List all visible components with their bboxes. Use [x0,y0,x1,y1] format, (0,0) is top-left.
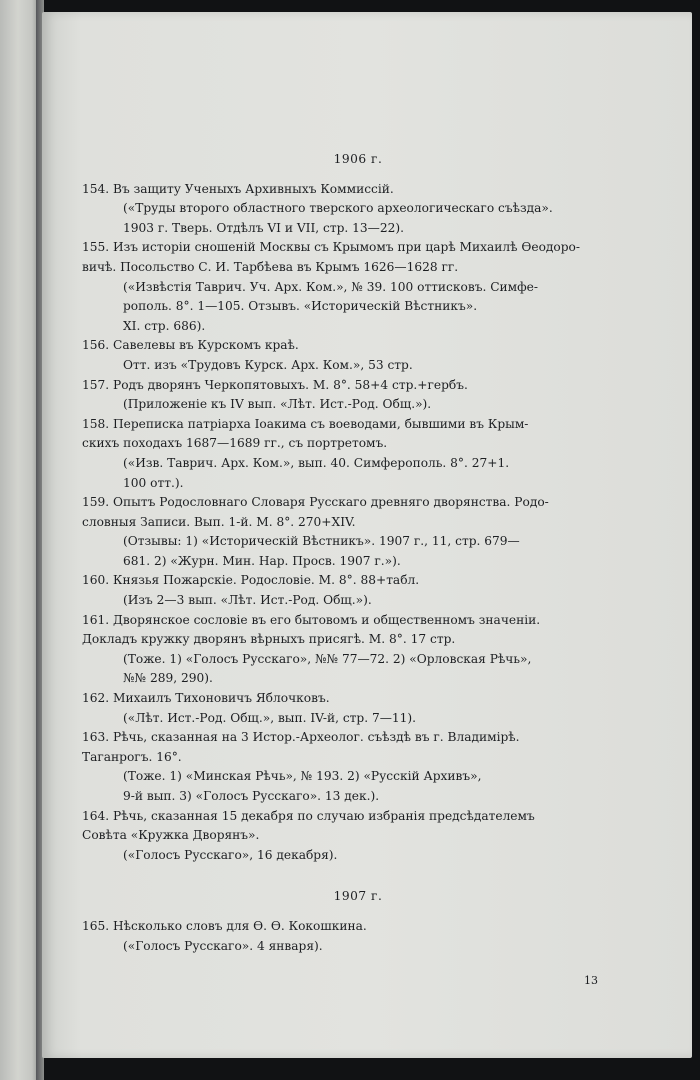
bibliography-entry [82,689,634,728]
entry-title-line: 154. Въ защиту Ученыхъ Архивныхъ Коммиссій. [82,181,394,196]
entry-title-line: 161. Дворянское сословіе въ его бытовомъ и общественномъ значеніи. [82,612,541,627]
bibliography-entry [82,376,634,415]
entry-detail-line: (Отзывы: 1) «Историческій Вѣстникъ». 1907 г., 11, стр. 679— [123,534,520,549]
facing-page-edge [0,0,40,1080]
entry-detail-line: (Изъ 2—3 вып. «Лѣт. Ист.-Род. Общ.»). [123,593,372,608]
entry-detail-line: («Голосъ Русскаго», 16 декабря). [123,847,338,862]
entry-detail-line: («Извѣстія Таврич. Уч. Арх. Ком.», № 39. 100 оттисковъ. Симфе- [123,279,538,294]
entry-detail-line: Докладъ кружку дворянъ вѣрныхъ присягѣ. М. 8°. 17 стр. [82,632,456,647]
bibliography-entry [82,571,634,610]
bibliography-entry [82,493,634,571]
entry-detail-line: Таганрогъ. 16°. [82,749,182,764]
bibliography-entry [82,917,634,956]
entry-detail-line: словныя Записи. Вып. 1-й. М. 8°. 270+XIV. [82,514,356,529]
entry-detail-line: 100 отт.). [123,475,184,490]
entry-title-line: 164. Рѣчь, сказанная 15 декабря по случаю избранія предсѣдателемъ [82,808,535,823]
entry-title-line: 157. Родъ дворянъ Черкопятовыхъ. М. 8°. 58+4 стр.+гербъ. [82,377,468,392]
entry-detail-line: 1903 г. Тверь. Отдѣлъ VI и VII, стр. 13—22). [123,220,404,235]
entry-detail-line: вичѣ. Посольство С. И. Тарбѣева въ Крымъ 1626—1628 гг. [82,259,459,274]
entry-detail-line: скихъ походахъ 1687—1689 гг., съ портретомъ. [82,436,388,451]
entry-detail-line: рополь. 8°. 1—105. Отзывъ. «Историческій Вѣстникъ». [123,299,478,314]
entry-detail-line: 681. 2) «Журн. Мин. Нар. Просв. 1907 г.»). [123,553,401,568]
bibliography-entry [82,336,634,375]
bibliography-entry [82,728,634,806]
entry-detail-line: («Голосъ Русскаго». 4 января). [123,938,323,953]
entry-title-line: 155. Изъ исторіи сношеній Москвы съ Крымомъ при царѣ Михаилѣ Ѳеодоро- [82,240,581,255]
bibliography-entry [82,415,634,493]
entry-detail-line: (Тоже. 1) «Голосъ Русскаго», №№ 77—72. 2) «Орловская Рѣчь», [123,651,532,666]
entry-title-line: 156. Савелевы въ Курскомъ краѣ. [82,338,299,353]
entry-detail-line: («Труды второго областного тверского археологическаго съѣзда». [123,201,553,216]
entry-detail-line: («Лѣт. Ист.-Род. Общ.», вып. IV-й, стр. 7—11). [123,710,417,725]
bibliography-list-1907 [82,917,634,956]
entry-detail-line: Совѣта «Кружка Дворянъ». [82,828,260,843]
entry-detail-line: №№ 289, 290). [123,671,213,686]
entry-title-line: 158. Переписка патріарха Іоакима съ воеводами, бывшими въ Крым- [82,416,529,431]
bibliography-entry [82,807,634,866]
entry-detail-line: («Изв. Таврич. Арх. Ком.», вып. 40. Симферополь. 8°. 27+1. [123,455,510,470]
entry-title-line: 159. Опытъ Родословнаго Словаря Русскаго древняго дворянства. Родо- [82,495,549,510]
bibliography-list-1906 [82,180,634,866]
entry-title-line: 165. Нѣсколько словъ для Ѳ. Ѳ. Кокошкина. [82,918,367,933]
entry-detail-line: Отт. изъ «Трудовъ Курск. Арх. Ком.», 53 стр. [123,357,413,372]
book-page [42,12,692,1058]
bibliography-entry [82,238,634,336]
page-number: 13 [584,974,598,987]
entry-detail-line: (Тоже. 1) «Минская Рѣчь», № 193. 2) «Русскій Архивъ», [123,769,482,784]
entry-title-line: 162. Михаилъ Тихоновичъ Яблочковъ. [82,691,330,706]
year-heading-1907: 1907 г. [333,889,383,904]
entry-detail-line: XI. стр. 686). [123,318,206,333]
entry-title-line: 163. Рѣчь, сказанная на 3 Истор.-Археолог. съѣздѣ въ г. Владимірѣ. [82,730,520,745]
bibliography-entry [82,180,634,239]
page-text [82,150,634,956]
bibliography-entry [82,611,634,689]
entry-detail-line: (Приложеніе къ IV вып. «Лѣт. Ист.-Род. Общ.»). [123,397,432,412]
entry-detail-line: 9-й вып. 3) «Голосъ Русскаго». 13 дек.). [123,789,380,803]
year-heading-1906: 1906 г. [333,152,383,166]
entry-title-line: 160. Князья Пожарскіе. Родословіе. М. 8°. 88+табл. [82,573,420,588]
